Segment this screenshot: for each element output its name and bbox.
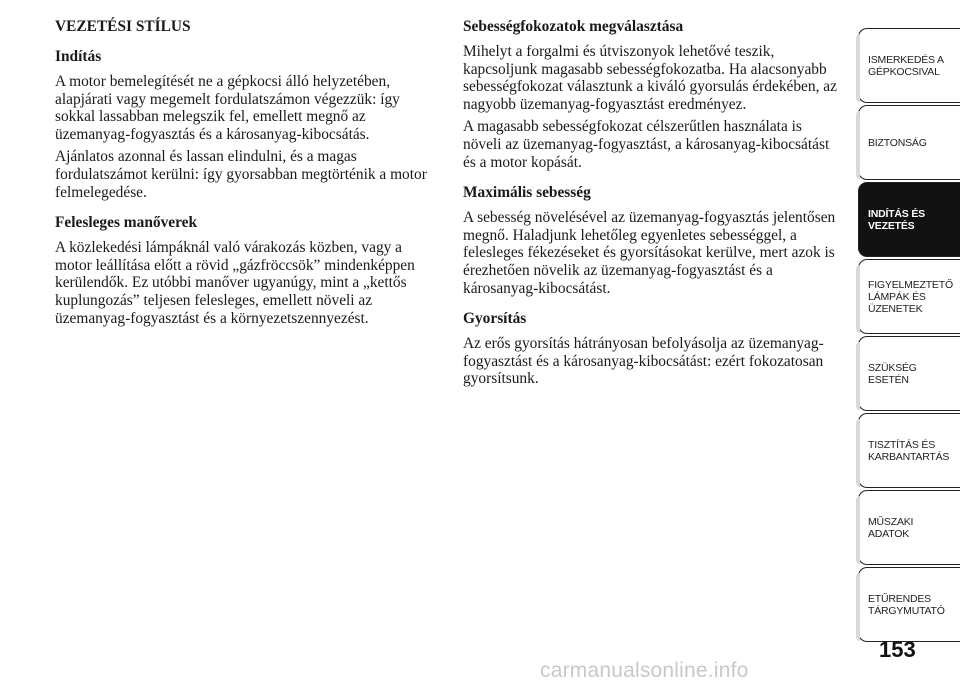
heading-inditas: Indítás: [55, 48, 102, 65]
tab-label: FIGYELMEZTETŐ LÁMPÁK ÉS ÜZENETEK: [868, 278, 953, 315]
tab-edge: [856, 342, 860, 410]
paragraph: Mihelyt a forgalmi és útviszonyok lehetővé teszik, kapcsoljunk magasabb sebességfokozatba. Ha alacsonyabb sebességfokozat választunk a kiváló gyorsulás érdekében, az nagyobb üzemanyag-fogyasztást eredményez.: [463, 43, 837, 113]
paragraph: A sebesség növelésével az üzemanyag-fogyasztás jelentősen megnő. Haladjunk lehetőleg egyenletes sebességgel, a felesleges fékezéseket és gyorsításokat kerülve, mert azok is érezhetően növelik az üzemanyag-fogyasztást és a károsanyag-kibocsátást.: [463, 209, 836, 297]
paragraph: Az erős gyorsítás hátrányosan befolyásolja az üzemanyag-fogyasztást és a károsanyag-kibocsátást: ezért fokozatosan gyorsítsunk.: [463, 335, 824, 388]
tab-targymutato[interactable]: [858, 567, 960, 642]
tab-edge: [856, 496, 860, 564]
paragraph: A motor bemelegítését ne a gépkocsi álló helyzetében, alapjárati vagy megemelt fordulatszámon végezzük: így sokkal lassabban melegszik fel, emellett megnő az üzemanyag-fogyasztás és a károsanyag-kibocsátás.: [55, 73, 400, 143]
paragraph: A magasabb sebességfokozat célszerűtlen használata is növeli az üzemanyag-fogyasztást, a károsanyag-kibocsátást és a motor kopását.: [463, 118, 830, 171]
paragraph: Ajánlatos azonnal és lassan elindulni, és a magas fordulatszámot kerülni: így gyorsabban megtörténik a motor felmelegedése.: [55, 148, 427, 201]
section-title: VEZETÉSI STÍLUS: [55, 18, 191, 35]
right-column: [463, 18, 843, 393]
tab-ismerkedes[interactable]: [858, 28, 960, 103]
tab-label: MŰSZAKI ADATOK: [868, 515, 914, 540]
tab-label: TISZTÍTÁS ÉS KARBANTARTÁS: [868, 438, 950, 463]
left-column: [55, 18, 440, 332]
tab-label: ETŰRENDES TÁRGYMUTATÓ: [868, 592, 945, 617]
tab-label: BIZTONSÁG: [868, 136, 927, 149]
tab-muszaki-adatok[interactable]: [858, 490, 960, 565]
watermark: carmanualsonline.info: [540, 659, 749, 682]
tab-szukseg-eseten[interactable]: [858, 336, 960, 411]
heading-maximalis-sebesseg: Maximális sebesség: [463, 184, 591, 202]
tab-figyelmezteto-lampak[interactable]: [858, 259, 960, 334]
tab-edge: [856, 419, 860, 487]
page-number: 153: [879, 637, 916, 662]
tab-label: SZÜKSÉG ESETÉN: [868, 361, 917, 386]
heading-felesleges-manoverek: Felesleges manőverek: [55, 214, 198, 232]
tab-edge: [856, 573, 860, 641]
tab-biztonsag[interactable]: [858, 105, 960, 180]
heading-sebessegfokozatok: Sebességfokozatok megválasztása: [463, 18, 684, 35]
tab-tisztitas-es-karbantartas[interactable]: [858, 413, 960, 488]
paragraph: A közlekedési lámpáknál való várakozás közben, vagy a motor leállítása előtt a rövid „gázfröccsök” mindenképpen kerülendők. Ez utóbbi manőver ugyanúgy, mint a „kettős kuplungozás” teljesen felesleges, emellett növeli az üzemanyag-fogyasztást és a környezetszennyezést.: [55, 239, 415, 327]
tab-edge: [856, 34, 860, 102]
heading-gyorsitas: Gyorsítás: [463, 310, 527, 328]
tab-inditas-es-vezetes[interactable]: [858, 182, 960, 257]
tab-label: ISMERKEDÉS A GÉPKOCSIVAL: [868, 53, 944, 78]
tab-edge: [856, 111, 860, 179]
tab-label: INDÍTÁS ÉS VEZETÉS: [868, 207, 925, 232]
tab-edge: [856, 265, 860, 333]
